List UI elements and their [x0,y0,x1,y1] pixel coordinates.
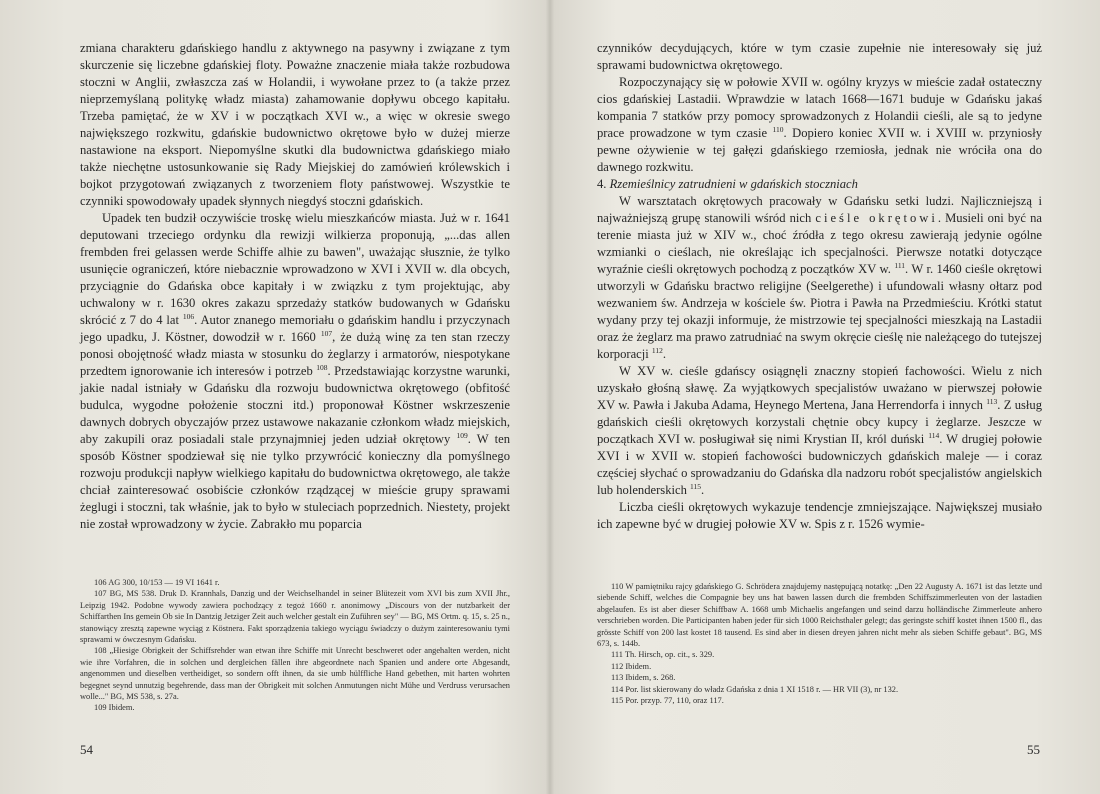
footnote-ref: 110 [772,125,784,134]
right-page [550,0,1100,794]
section-title: Rzemieślnicy zatrudnieni w gdańskich stoczniach [609,177,858,191]
footnote-ref: 111 [894,261,906,270]
left-footnotes [80,577,510,714]
right-paragraph-4: W XV w. cieśle gdańscy osiągnęli znaczny stopień fachowości. Wielu z nich uzyskało głośną sławę. Za wyjątkowych specjalistów uważano w pierwszej połowie XV w. Pawła i Jakuba Adama, Heynego Mertena, Jana Herrendorfa i innych $^{113}$. Z usług gdańskich cieśli okrętowych korzystali chętnie obcy kupcy i żeglarze. Jeszcze w początkach XVI w. posługiwał się nimi Krystian II, król duński $^{114}$. W drugiej połowie XVI i w XVII w. stopień fachowości budowniczych gdańskich maleje — i coraz częściej słychać o sprowadzaniu do Gdańska dla nadzoru robót specjalistów angielskich lub holenderskich $^{115}$. [597,364,1042,497]
left-paragraph-2: Upadek ten budził oczywiście troskę wielu mieszkańców miasta. Już w r. 1641 deputowani trzeciego ordynku dla rewizji wilkierza proponują, „...das allen frembden frei gelassen werde Schiffe alhie zu bawen", uważając słusznie, że tylko usunięcie ograniczeń, które niebacznie wprowadzono w XVI i XVII w. dla obcych, przyciągnie do Gdańska obce kapitały i w związku z tym projektując, aby uchwalony w r. 1630 okres zakazu sprzedaży statków budowanych w Gdańsku skrócić z 7 do 4 lat $^{106}$. Autor znanego memoriału o gdańskim handlu i przyczynach jego upadku, J. Köstner, dowodził w r. 1660 $^{107}$, że dużą winę za ten stan rzeczy ponosi obojętność władz miasta w stosunku do żeglarzy i armatorów, niespotykane przedtem ignorowanie ich interesów i potrzeb $^{108}$. Przedstawiając korzystne warunki, jakie nadal istniały w Gdańsku dla rozwoju budownictwa okrętowego (obfitość budulca, wygodne położenie stoczni itd.) proponował Köstner wskrzeszenie dawnych dobrych obyczajów przez ustawowe nakazanie członkom władz miejskich, aby zakupili oraz posiadali stale przynajmniej jeden udział okrętowy $^{109}$. W ten sposób Köstner spodziewał się nie tylko przywrócić konieczny dla pomyślnego rozwoju produkcji napływ wielkiego kapitału do budownictwa okrętowego, ale także chciał zainteresować osobiście członków rządzącej w mieście grupy sprawami żeglugi i stoczni, tak właśnie, jak to było w stuleciach poprzednich. Niestety, projekt nie został wprowadzony w życie. Zabrakło mu poparcia [80,211,511,531]
footnote: 114 Por. list skierowany do władz Gdańska z dnia 1 XI 1518 r. — HR VII (3), nr 132. [611,684,899,694]
footnote: 115 Por. przyp. 77, 110, oraz 117. [611,696,724,706]
footnote-ref: 108 [316,363,328,372]
right-footnotes [597,581,1042,706]
right-body-text [597,40,1042,533]
left-body-text [80,40,510,533]
footnote-ref: 106 [182,312,195,321]
footnote-ref: 107 [320,329,333,338]
footnote-ref: 113 [986,397,998,406]
footnote: 113 Ibidem, s. 268. [611,673,676,683]
footnote: 109 Ibidem. [94,703,135,713]
footnote-ref: 112 [651,346,663,355]
footnote: 111 Th. Hirsch, op. cit., s. 329. [611,650,715,660]
right-paragraph-1: czynników decydujących, które w tym czasie zupełnie nie interesowały się już sprawami budownictwa okrętowego. [597,41,1042,72]
right-paragraph-3: W warsztatach okrętowych pracowały w Gdańsku setki ludzi. Najliczniejszą i najważniejszą grupę stanowili wśród nich cieśle okrętowi. Musieli oni być na terenie miasta już w XIV w., choć źródła z tego okresu zawierają jedynie ogólne wzmianki o cieślach, nie określając ich specjalności. Pierwsze notatki dotyczące wyraźnie cieśli okrętowych pochodzą z początków XV w. $^{111}$. W r. 1460 cieśle okrętowi utworzyli w Gdańsku bractwo religijne (Seelgerethe) i ufundowali własny ołtarz pod wezwaniem św. Andrzeja w kościele św. Piotra i Pawła na Przedmieściu. Krótki statut wydany przy tej okazji informuje, że mistrzowie tej specjalności mieszkają na Lastadii oraz że żeglarz ma prawo zatrudniać na swym okręcie cieślę nie należącego do tutejszej korporacji $^{112}$. [597,194,1043,361]
emphasized-term: cieśle okrętowi [815,211,938,225]
footnote: 110 W pamiętniku rajcy gdańskiego G. Schrödera znajdujemy następującą notatkę: „Den 22 Augusty A. 1671 ist das letzte und siebende Schiff, welches die Compagnie bey uns hat bawen lassen durch die frembden Schiffszimmerleuten von der lastadien abgelaufen. Es ist aber dieser Schiffbaw A. 1668 umb Michaelis angefangen und seind darzu holländische Zimmerleute anhero verschrieben worden. Die Participanten haben jeder für sich 1000 Reichsthaler gelegt; das geringste schiff kostet ihnen 1500 fl., das grösste Schiff von 200 last kostet 18 tausend. Es sind aber in diesen dreyen jahren nicht mehr als sieben Schiffe gebaut". BG, MS 673, s. 144b. [597,582,1042,649]
footnote: 107 BG, MS 538. Druk D. Krannhals, Danzig und der Weichselhandel in seiner Blütezeit vom XVI bis zum XVII Jhr., Leipzig 1942. Podobne wywody zawiera pochodzący z tegoż 1660 r. anonimowy „Discours von der nutzbarkeit der Schiffarthen Ins gemein Ob sie In Dantzig Jetziger Zeit auch welcher gestalt ein Zuführen sey" — BG, MS Ortm. q. 15, s. 25 n., stanowiący zresztą zapewne wyciąg z Köstnera. Fakt sporządzenia takiego wyciągu świadczy o dużym zainteresowaniu tymi sprawami w ówczesnym Gdańsku. [80,589,510,645]
footnote: 108 „Hiesige Obrigkeit der Schiffsrehder wan etwan ihre Schiffe mit Unrecht beschweret oder angehalten werden, nicht wie ihre Vorfahren, die in solchen und dergleichen fällen ihre abgeordnete nach Spanien und andere orte Abgesandt, angenommen und dieselben vertheidiget, so sondern offt ihnen, da sie umb hülffliche Hand gebethen, mit harten wohrten begegnet seynd unnutzig begehrende, dass man der Obrigkeit mit solchen Anmutungen nicht Mühe und Verdruss verursachen wolle..." BG, MS 538, s. 27a. [80,646,510,702]
right-paragraph-5: Liczba cieśli okrętowych wykazuje tendencje zmniejszające. Największej musiało ich zapewne być w drugiej połowie XV w. Spis z r. 1526 wymie- [597,500,1042,531]
footnote-ref: 109 [456,431,468,440]
footnote-ref: 115 [690,482,702,491]
footnote: 112 Ibidem. [611,661,652,671]
page-number-right: 55 [1027,742,1040,757]
section-heading [597,176,1042,193]
footnote-ref: 114 [928,431,940,440]
right-paragraph-2: Rozpoczynający się w połowie XVII w. ogólny kryzys w mieście zadał ostateczny cios gdańskiej Lastadii. Wprawdzie w latach 1668—1671 buduje w Gdańsku jakaś kompania 7 statków przy pomocy sprowadzonych z Holandii cieśli, ale są to jedyne prace prowadzone w tym czasie $^{110}$. Dopiero koniec XVII w. i XVIII w. przyniosły pewne ożywienie w tej gałęzi gdańskiego rzemiosła, jednak nie wróciła ona do dawnego rozkwitu. [597,75,1042,174]
section-number: 4. [597,177,607,191]
left-paragraph-1: zmiana charakteru gdańskiego handlu z aktywnego na pasywny i związane z tym skurczenie się liczebne gdańskiej floty. Poważne znaczenie miała także rozbudowa stoczni w Anglii, zwłaszcza zaś w Holandii, i wywołane przez to (a także przez nieprzemyślaną politykę władz miasta) zahamowanie dopływu obcego kapitału. Trzeba pamiętać, że w XV i w początkach XVI w., a więc w okresie swego największego rozkwitu, gdańskie budownictwo okrętowe było w dużej mierze nastawione na eksport. Niepomyślne skutki dla budownictwa gdańskiego miało także niechętne ustosunkowanie się Rady Miejskiej do zamówień królewskich i bojkot przygotowań związanych z tworzeniem floty państwowej. Wszystkie te czynniki spowodowały upadek słynnych niegdyś stoczni gdańskich. [80,41,510,208]
page-number-left: 54 [80,742,93,757]
footnote: 106 AG 300, 10/153 — 19 VI 1641 r. [94,578,220,587]
